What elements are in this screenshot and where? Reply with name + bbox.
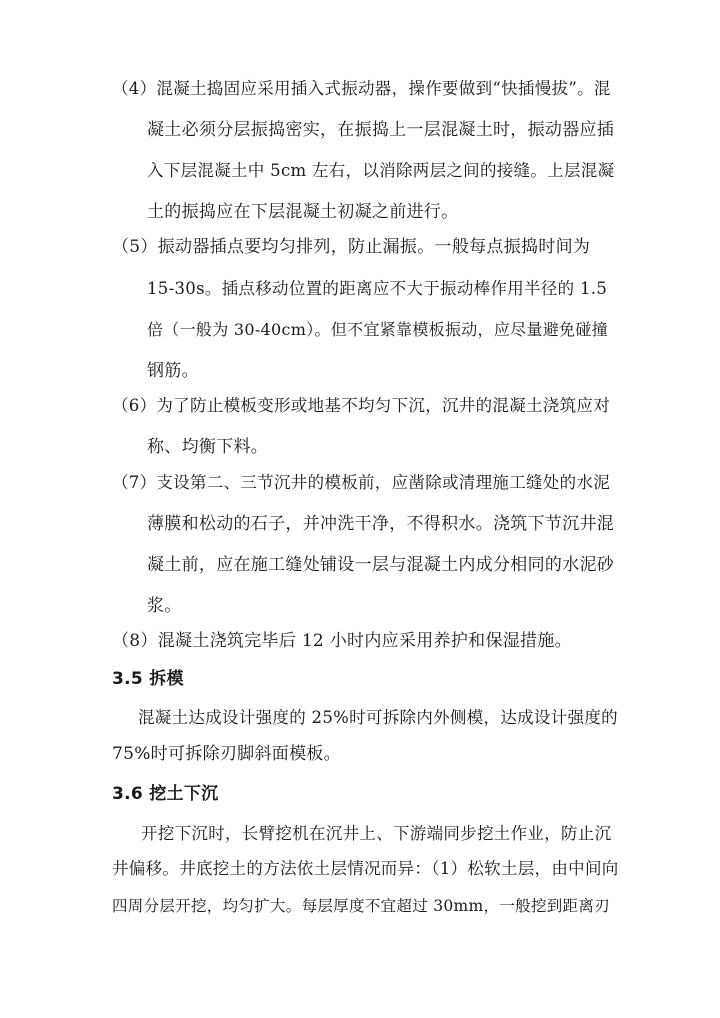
item-5-line-1: （5）振动器插点要均匀排列，防止漏振。一般每点振捣时间为 [112,237,591,257]
section-3-6-line-3: 四周分层开挖，均匀扩大。每层厚度不宜超过 30mm，一般挖到距离刃 [112,897,610,915]
item-5-line-4: 钢筋。 [147,361,199,381]
section-3-5-heading: 3.5 拆模 [112,669,184,689]
item-4-line-1: （4）混凝土捣固应采用插入式振动器，操作要做到“快插慢拔”。混 [112,79,611,98]
item-6-line-1: （6）为了防止模板变形或地基不均匀下沉，沉井的混凝土浇筑应对 [112,396,610,415]
item-7-line-3: 凝土前，应在施工缝处铺设一层与混凝土内成分相同的水泥砂 [147,555,615,575]
item-8-line-1: （8）混凝土浇筑完毕后 12 小时内应采用养护和保湿措施。 [112,631,572,651]
section-3-6-heading: 3.6 挖土下沉 [112,784,219,804]
item-5-line-3: 倍（一般为 30-40cm）。但不宜紧靠模板振动，应尽量避免碰撞 [147,320,608,339]
item-7-line-2: 薄膜和松动的石子，并冲洗干净，不得积水。浇筑下节沉井混 [147,514,615,534]
section-3-5-line-2: 75%时可拆除刃脚斜面模板。 [112,744,341,764]
item-7-line-1: （7）支设第二、三节沉井的模板前，应凿除或清理施工缝处的水泥 [112,473,610,492]
item-6-line-2: 称、均衡下料。 [147,437,269,457]
section-3-5-line-1: 混凝土达成设计强度的 25%时可拆除内外侧模，达成设计强度的 [138,708,618,727]
item-4-line-2: 凝土必须分层振捣密实，在振捣上一层混凝土时，振动器应插 [147,120,615,140]
section-3-6-line-2: 井偏移。井底挖土的方法依土层情况而异：（1）松软土层，由中间向 [112,859,619,878]
item-5-line-2: 15-30s。插点移动位置的距离应不大于振动棒作用半径的 1.5 [147,279,608,298]
item-4-line-4: 土的振捣应在下层混凝土初凝之前进行。 [147,202,459,222]
item-7-line-4: 浆。 [147,596,182,616]
section-3-6-line-1: 开挖下沉时，长臂挖机在沉井上、下游端同步挖土作业，防止沉 [141,824,612,843]
item-4-line-3: 入下层混凝土中 5cm 左右，以消除两层之间的接缝。上层混凝 [147,161,615,180]
